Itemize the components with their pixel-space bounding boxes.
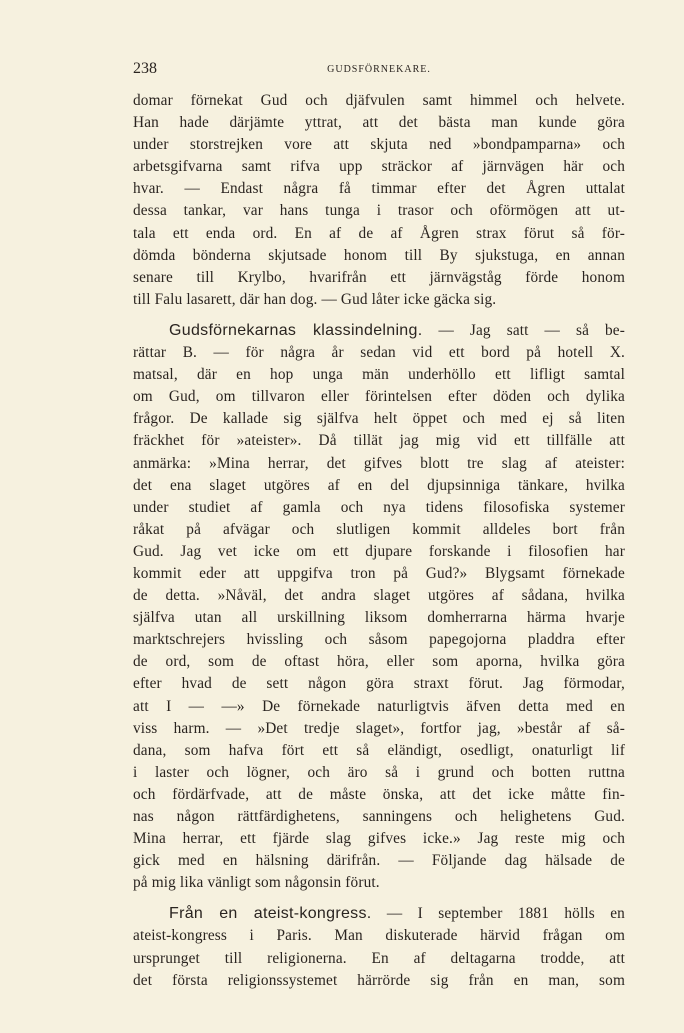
text-line: rättar B. — för några år sedan vid ett bord på hotell X. (133, 344, 625, 362)
text-line: marktschrejers hvissling och såsom papegojorna pladdra efter (133, 631, 625, 649)
text-line: Mina herrar, ett fjärde slag gifves icke.» Jag reste mig och (133, 830, 625, 848)
page-number: 238 (133, 60, 157, 77)
text-line: matsal, där en hop unga män underhöllo ett lifligt samtal (133, 366, 625, 384)
text-line: och fördärfvade, att de måste önska, att det icke måtte fin- (133, 785, 625, 803)
text-line: efter hvad de sett någon göra straxt förut. Jag förmodar, (133, 675, 625, 693)
paragraph-2 (133, 320, 625, 894)
text-line: Gud. Jag vet icke om ett djupare forskande i filosofien har (133, 542, 625, 560)
text-line: nas någon rättfärdighetens, sanningens och helighetens Gud. (133, 808, 625, 825)
text-line: arbetsgifvarna samt rifva upp sträckor af järnvägen här och (133, 158, 625, 176)
text-line: under studiet af gamla och nya tidens filosofiska systemer (133, 498, 625, 516)
text-line: de detta. »Nåväl, det andra slaget utgöres af sådana, hvilka (133, 587, 625, 605)
page-header (133, 60, 625, 80)
text-line: råkat på afvägar och slutligen kommit alldeles bort från (133, 520, 625, 538)
text-line: dana, som hafva fört ett så eländigt, osedligt, onaturligt lif (133, 741, 625, 759)
paragraph-gap (133, 894, 625, 903)
text-line: hvar. — Endast några få timmar efter det Ågren uttalat (133, 180, 625, 198)
paragraph-1 (133, 90, 625, 311)
text-line: det ena slaget utgöres af en del djupsinniga tänkare, hvilka (133, 476, 625, 494)
running-title: GUDSFÖRNEKARE. (327, 64, 431, 75)
text-line: gick med en hälsning därifrån. — Följande dag hälsade de (133, 852, 625, 870)
section-heading: Gudsförnekarnas klassindelning. (169, 321, 423, 339)
text-line: dessa tankar, var hans tunga i trasor och oförmögen att ut- (133, 202, 625, 220)
heading-line-rest: — I september 1881 hölls en (386, 905, 625, 923)
text-line: domar förnekat Gud och djäfvulen samt himmel och helvete. (133, 92, 625, 109)
text-line: i laster och lögner, och äro så i grund och botten ruttna (133, 763, 625, 781)
heading-line-rest: — Jag satt — så be- (438, 321, 625, 339)
text-line: om Gud, om tillvaron eller förintelsen efter döden och dylika (133, 388, 625, 406)
text-line: själfva utan all urskillning liksom domherrarna härma hvarje (133, 609, 625, 627)
text-line: ateist-kongress i Paris. Man diskuterade härvid frågan om (133, 927, 625, 945)
section-heading: Från en ateist-kongress. (169, 905, 372, 923)
text-line: kommit eder att uppgifva tron på Gud?» Blygsamt förnekade (133, 564, 625, 582)
text-line: på mig lika vänligt som någonsin förut. (133, 874, 380, 892)
text-line: tala ett enda ord. En af de af Ågren strax förut så för- (133, 224, 625, 242)
paragraph-gap (133, 311, 625, 320)
text-line: viss harm. — »Det tredje slaget», fortfor jag, »består af så- (133, 719, 625, 737)
text-line: dömda bönderna skjutsade honom till By sjukstuga, en annan (133, 246, 625, 264)
paragraph-3 (133, 903, 625, 991)
text-line: de ord, som de oftast höra, eller som aporna, hvilka göra (133, 653, 625, 671)
text-line: att I — —» De förnekade naturligtvis äfven detta med en (133, 697, 625, 715)
text-line: till Falu lasarett, där han dog. — Gud låter icke gäcka sig. (133, 290, 497, 308)
text-line: senare till Krylbo, hvarifrån ett järnvägståg förde honom (133, 268, 625, 286)
text-line: Han hade därjämte yttrat, att det bästa man kunde göra (133, 114, 625, 132)
text-line: ursprunget till religionerna. En af deltagarna trodde, att (133, 949, 625, 967)
text-line: det första religionssystemet härrörde sig från en man, som (133, 971, 625, 989)
text-line: frågor. De kallade sig själfva helt öppet och med ej så liten (133, 410, 625, 428)
text-line: anmärka: »Mina herrar, det gifves blott tre slag af ateister: (133, 454, 625, 472)
heading-line (133, 903, 625, 925)
heading-line (133, 320, 625, 342)
text-line: under storstrejken vore att skjuta ned »bondpamparna» och (133, 136, 625, 154)
body-text (133, 90, 625, 992)
text-line: fräckhet för »ateister». Då tillät jag mig vid ett tillfälle att (133, 432, 625, 450)
